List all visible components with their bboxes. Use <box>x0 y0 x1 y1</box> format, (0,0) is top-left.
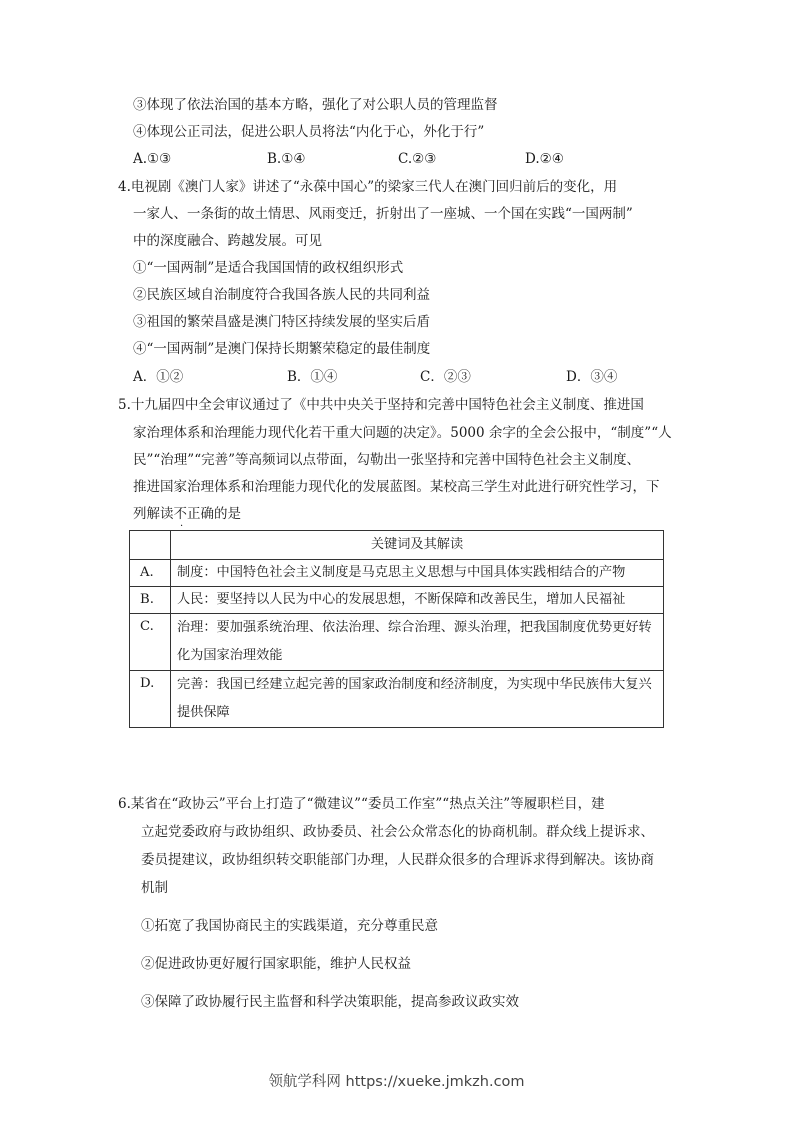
page-footer: 领航学科网 https://xueke.jmkzh.com <box>268 1074 525 1090</box>
q4-stem-line-2: 一家人、一条街的故土情思、风雨变迁，折射出了一座城、一个国在实践“一国两制” <box>133 206 633 222</box>
q4-option-c: C．②③ <box>420 369 471 385</box>
q6-statement-2: ②促进政协更好履行国家职能，维护人民权益 <box>141 956 411 972</box>
row-text: 人民：要坚持以人民为中心的发展思想，不断保障和改善民生，增加人民福祉 <box>171 587 664 614</box>
q4-option-a: A．①② <box>133 369 184 385</box>
q4-statement-1: ①“一国两制”是适合我国国情的政权组织形式 <box>133 260 404 276</box>
q5-stem-line-1: 5.十九届四中全会审议通过了《中共中央关于坚持和完善中国特色社会主义制度、推进国 <box>118 397 644 413</box>
table-header-row <box>130 531 664 560</box>
q4-option-b: B．①④ <box>287 369 338 385</box>
row-text: 完善：我国已经建立起完善的国家政治制度和经济制度，为实现中华民族伟大复兴提供保障 <box>171 671 664 728</box>
emphasis-dot: · <box>180 521 184 532</box>
q4-statement-4: ④“一国两制”是澳门保持长期繁荣稳定的最佳制度 <box>133 341 431 357</box>
q6-statement-1: ①拓宽了我国协商民主的实践渠道，充分尊重民意 <box>141 918 438 934</box>
q6-statement-3: ③保障了政协履行民主监督和科学决策职能，提高参政议政实效 <box>141 994 519 1010</box>
q6-stem-line-2: 立起党委政府与政协组织、政协委员、社会公众常态化的协商机制。群众线上提诉求、 <box>141 824 654 840</box>
q3-statement-4: ④体现公正司法，促进公职人员将法“内化于心，外化于行” <box>133 124 485 140</box>
row-text: 治理：要加强系统治理、依法治理、综合治理、源头治理，把我国制度优势更好转化为国家治理效能 <box>171 614 664 671</box>
table-row <box>130 671 664 728</box>
table-row <box>130 614 664 671</box>
q3-option-b: B.①④ <box>267 151 306 167</box>
q4-stem-line-3: 中的深度融合、跨越发展。可见 <box>133 233 322 249</box>
table-row <box>130 587 664 614</box>
q6-stem-line-4: 机制 <box>141 880 168 896</box>
q5-stem-line-3: 民”“治理”“完善”等高频词以点带面，勾勒出一张坚持和完善中国特色社会主义制度、 <box>133 452 641 468</box>
row-text: 制度：中国特色社会主义制度是马克思主义思想与中国具体实践相结合的产物 <box>171 560 664 587</box>
row-label: A. <box>130 560 171 587</box>
table-header: 关键词及其解读 <box>171 531 664 560</box>
row-label: D. <box>130 671 171 728</box>
q3-option-a: A.①③ <box>133 151 172 167</box>
q3-option-d: D.②④ <box>525 151 564 167</box>
row-label: C. <box>130 614 171 671</box>
q6-stem-line-3: 委员提建议，政协组织转交职能部门办理，人民群众很多的合理诉求得到解决。该协商 <box>141 852 654 868</box>
table-row <box>130 560 664 587</box>
q4-option-d: D．③④ <box>566 369 618 385</box>
q5-stem-line-5: 列解读不正确的是 <box>133 506 241 522</box>
q4-stem-line-1: 4.电视剧《澳门人家》讲述了“永葆中国心”的梁家三代人在澳门回归前后的变化，用 <box>118 179 618 195</box>
q4-statement-3: ③祖国的繁荣昌盛是澳门特区持续发展的坚实后盾 <box>133 314 430 330</box>
table-header-blank <box>130 531 171 560</box>
q3-option-c: C.②③ <box>398 151 437 167</box>
q5-stem-line-2: 家治理体系和治理能力现代化若干重大问题的决定》。5000 余字的全会公报中，“制度”“人 <box>133 425 672 441</box>
q4-statement-2: ②民族区域自治制度符合我国各族人民的共同利益 <box>133 287 430 303</box>
q3-statement-3: ③体现了依法治国的基本方略，强化了对公职人员的管理监督 <box>133 97 498 113</box>
row-label: B. <box>130 587 171 614</box>
q5-stem-line-4: 推进国家治理体系和治理能力现代化的发展蓝图。某校高三学生对此进行研究性学习，下 <box>133 479 660 495</box>
q6-stem-line-1: 6.某省在“政协云”平台上打造了“微建议”“委员工作室”“热点关注”等履职栏目，建 <box>118 796 605 812</box>
keyword-table <box>129 530 664 728</box>
